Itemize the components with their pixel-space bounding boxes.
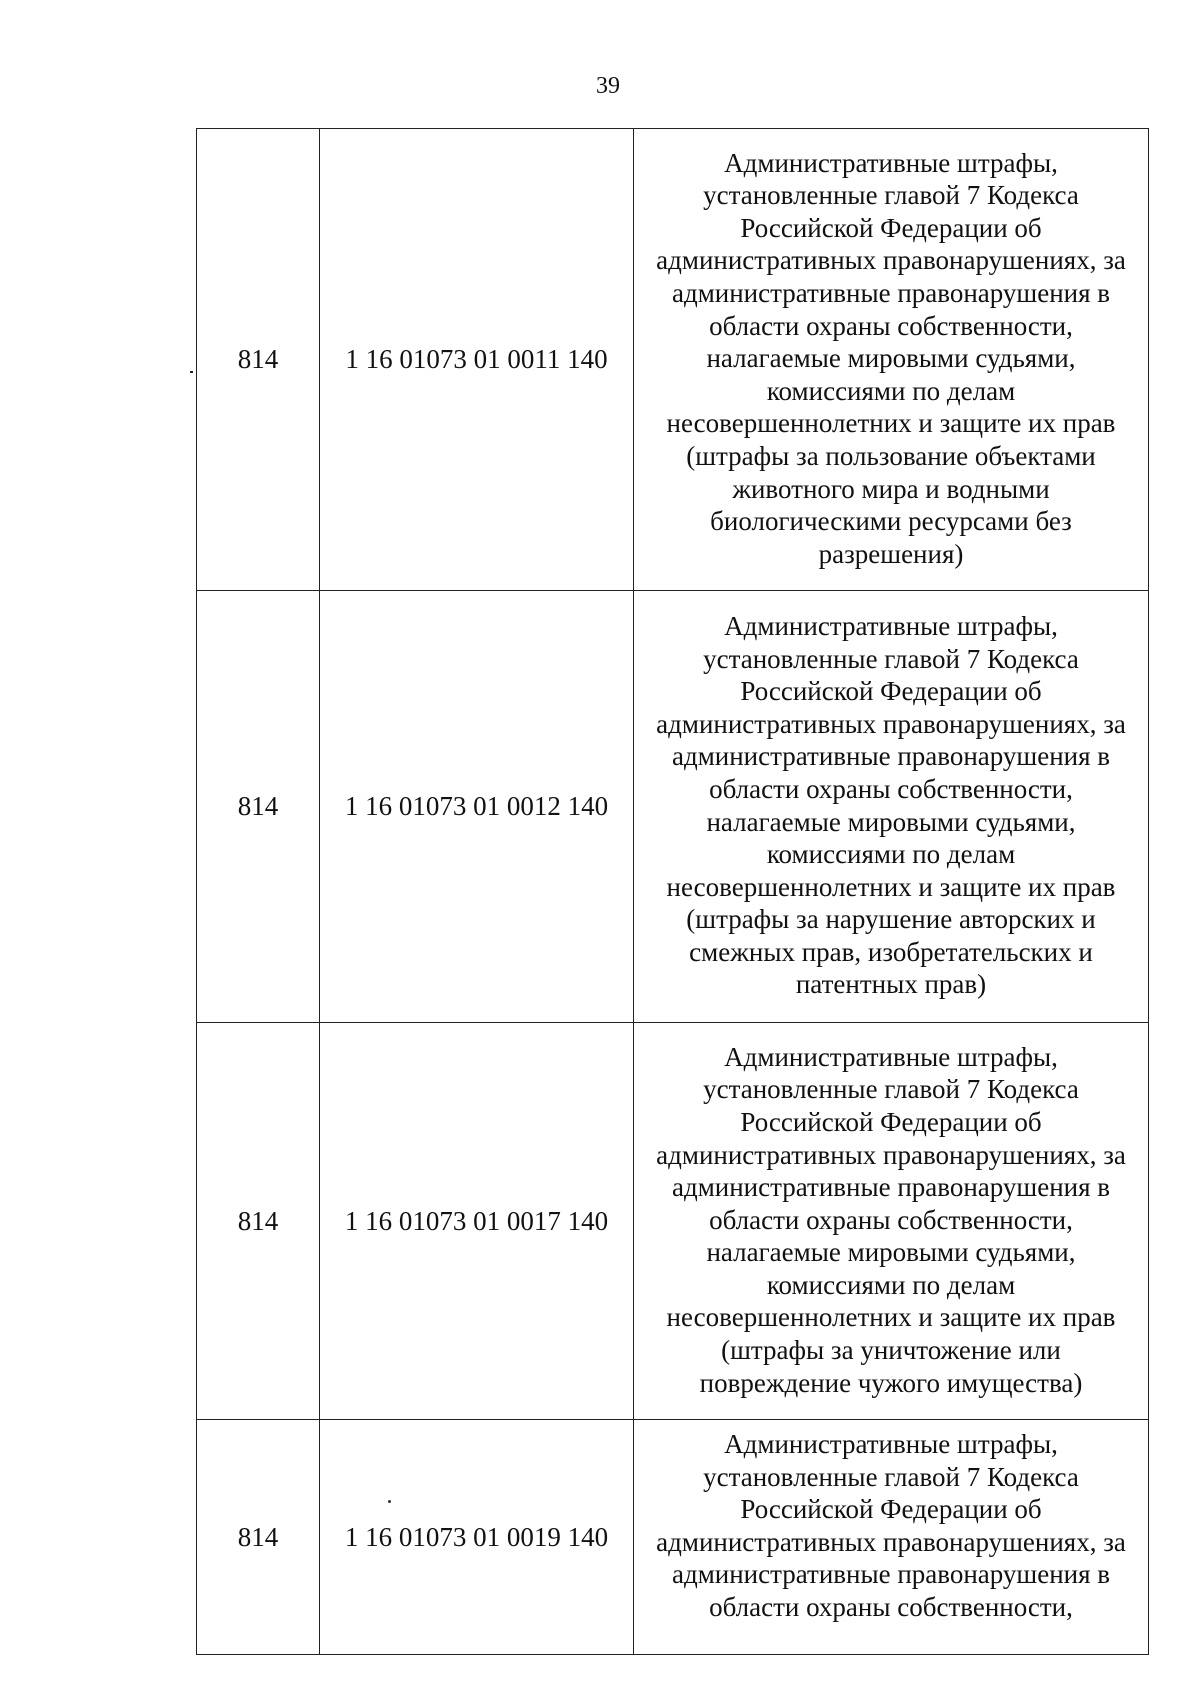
name-line: установленные главой 7 Кодекса [703, 1074, 1079, 1105]
table-row [197, 1023, 1149, 1420]
name-line: несовершеннолетних и защите их прав [666, 1302, 1116, 1333]
name-line: налагаемые мировыми судьями, [706, 1237, 1076, 1268]
name-line: Административные штрафы, [724, 147, 1058, 178]
income-name-cell [634, 129, 1149, 591]
name-line: административные правонарушения в [671, 1172, 1111, 1203]
name-line: административные правонарушения в [671, 278, 1111, 309]
admin-code-cell: 814 [197, 591, 320, 1023]
name-line: Российской Федерации об [740, 1106, 1042, 1137]
page-number: 39 [596, 73, 620, 99]
name-line: административных правонарушениях, за [656, 708, 1126, 739]
scan-edge-mark [190, 371, 193, 373]
name-line: Российской Федерации об [740, 1494, 1042, 1525]
income-name-cell [634, 591, 1149, 1023]
name-line: налагаемые мировыми судьями, [706, 806, 1076, 837]
table-row [197, 1420, 1149, 1655]
kbk-code-cell: 1 16 01073 01 0011 140 [320, 129, 634, 591]
name-line: установленные главой 7 Кодекса [703, 180, 1079, 211]
name-line: комиссиями по делам [766, 839, 1016, 870]
name-line: патентных прав) [795, 969, 987, 1000]
name-line: установленные главой 7 Кодекса [703, 1461, 1079, 1492]
budget-codes-table [196, 128, 1149, 1655]
income-name-cell [634, 1420, 1149, 1655]
admin-code-cell: 814 [197, 1023, 320, 1420]
kbk-code-cell: 1 16 01073 01 0017 140 [320, 1023, 634, 1420]
name-line: Российской Федерации об [740, 676, 1042, 707]
name-line: повреждение чужого имущества) [699, 1367, 1083, 1398]
name-line: несовершеннолетних и защите их прав [666, 408, 1116, 439]
name-line: административных правонарушениях, за [656, 1139, 1126, 1170]
name-line: несовершеннолетних и защите их прав [666, 871, 1116, 902]
name-line: комиссиями по делам [766, 375, 1016, 406]
admin-code-cell: 814 [197, 129, 320, 591]
name-line: смежных прав, изобретательских и [689, 936, 1093, 967]
name-line: административных правонарушениях, за [656, 245, 1126, 276]
table-row [197, 129, 1149, 591]
scan-speck [388, 1500, 391, 1503]
name-line: биологическими ресурсами без [710, 506, 1072, 537]
name-line: Административные штрафы, [724, 610, 1058, 641]
name-line: установленные главой 7 Кодекса [703, 643, 1079, 674]
kbk-code-cell: 1 16 01073 01 0019 140 [320, 1420, 634, 1655]
name-line: области охраны собственности, [709, 1591, 1073, 1622]
name-line: административные правонарушения в [671, 1559, 1111, 1590]
table-row [197, 591, 1149, 1023]
name-line: (штрафы за пользование объектами [686, 440, 1096, 471]
name-line: области охраны собственности, [709, 1204, 1073, 1235]
income-name-cell [634, 1023, 1149, 1420]
name-line: административные правонарушения в [671, 741, 1111, 772]
kbk-code-cell: 1 16 01073 01 0012 140 [320, 591, 634, 1023]
name-line: Российской Федерации об [740, 212, 1042, 243]
name-line: области охраны собственности, [709, 310, 1073, 341]
name-line: (штрафы за уничтожение или [721, 1335, 1061, 1366]
name-line: животного мира и водными [732, 473, 1050, 504]
table-body [197, 129, 1149, 1655]
name-line: налагаемые мировыми судьями, [706, 343, 1076, 374]
name-line: Административные штрафы, [724, 1429, 1058, 1459]
name-line: разрешения) [818, 538, 964, 569]
name-line: области охраны собственности, [709, 773, 1073, 804]
name-line: комиссиями по делам [766, 1269, 1016, 1300]
name-line: (штрафы за нарушение авторских и [686, 904, 1096, 935]
name-line: Административные штрафы, [724, 1041, 1058, 1072]
admin-code-cell: 814 [197, 1420, 320, 1655]
name-line: административных правонарушениях, за [656, 1526, 1126, 1557]
